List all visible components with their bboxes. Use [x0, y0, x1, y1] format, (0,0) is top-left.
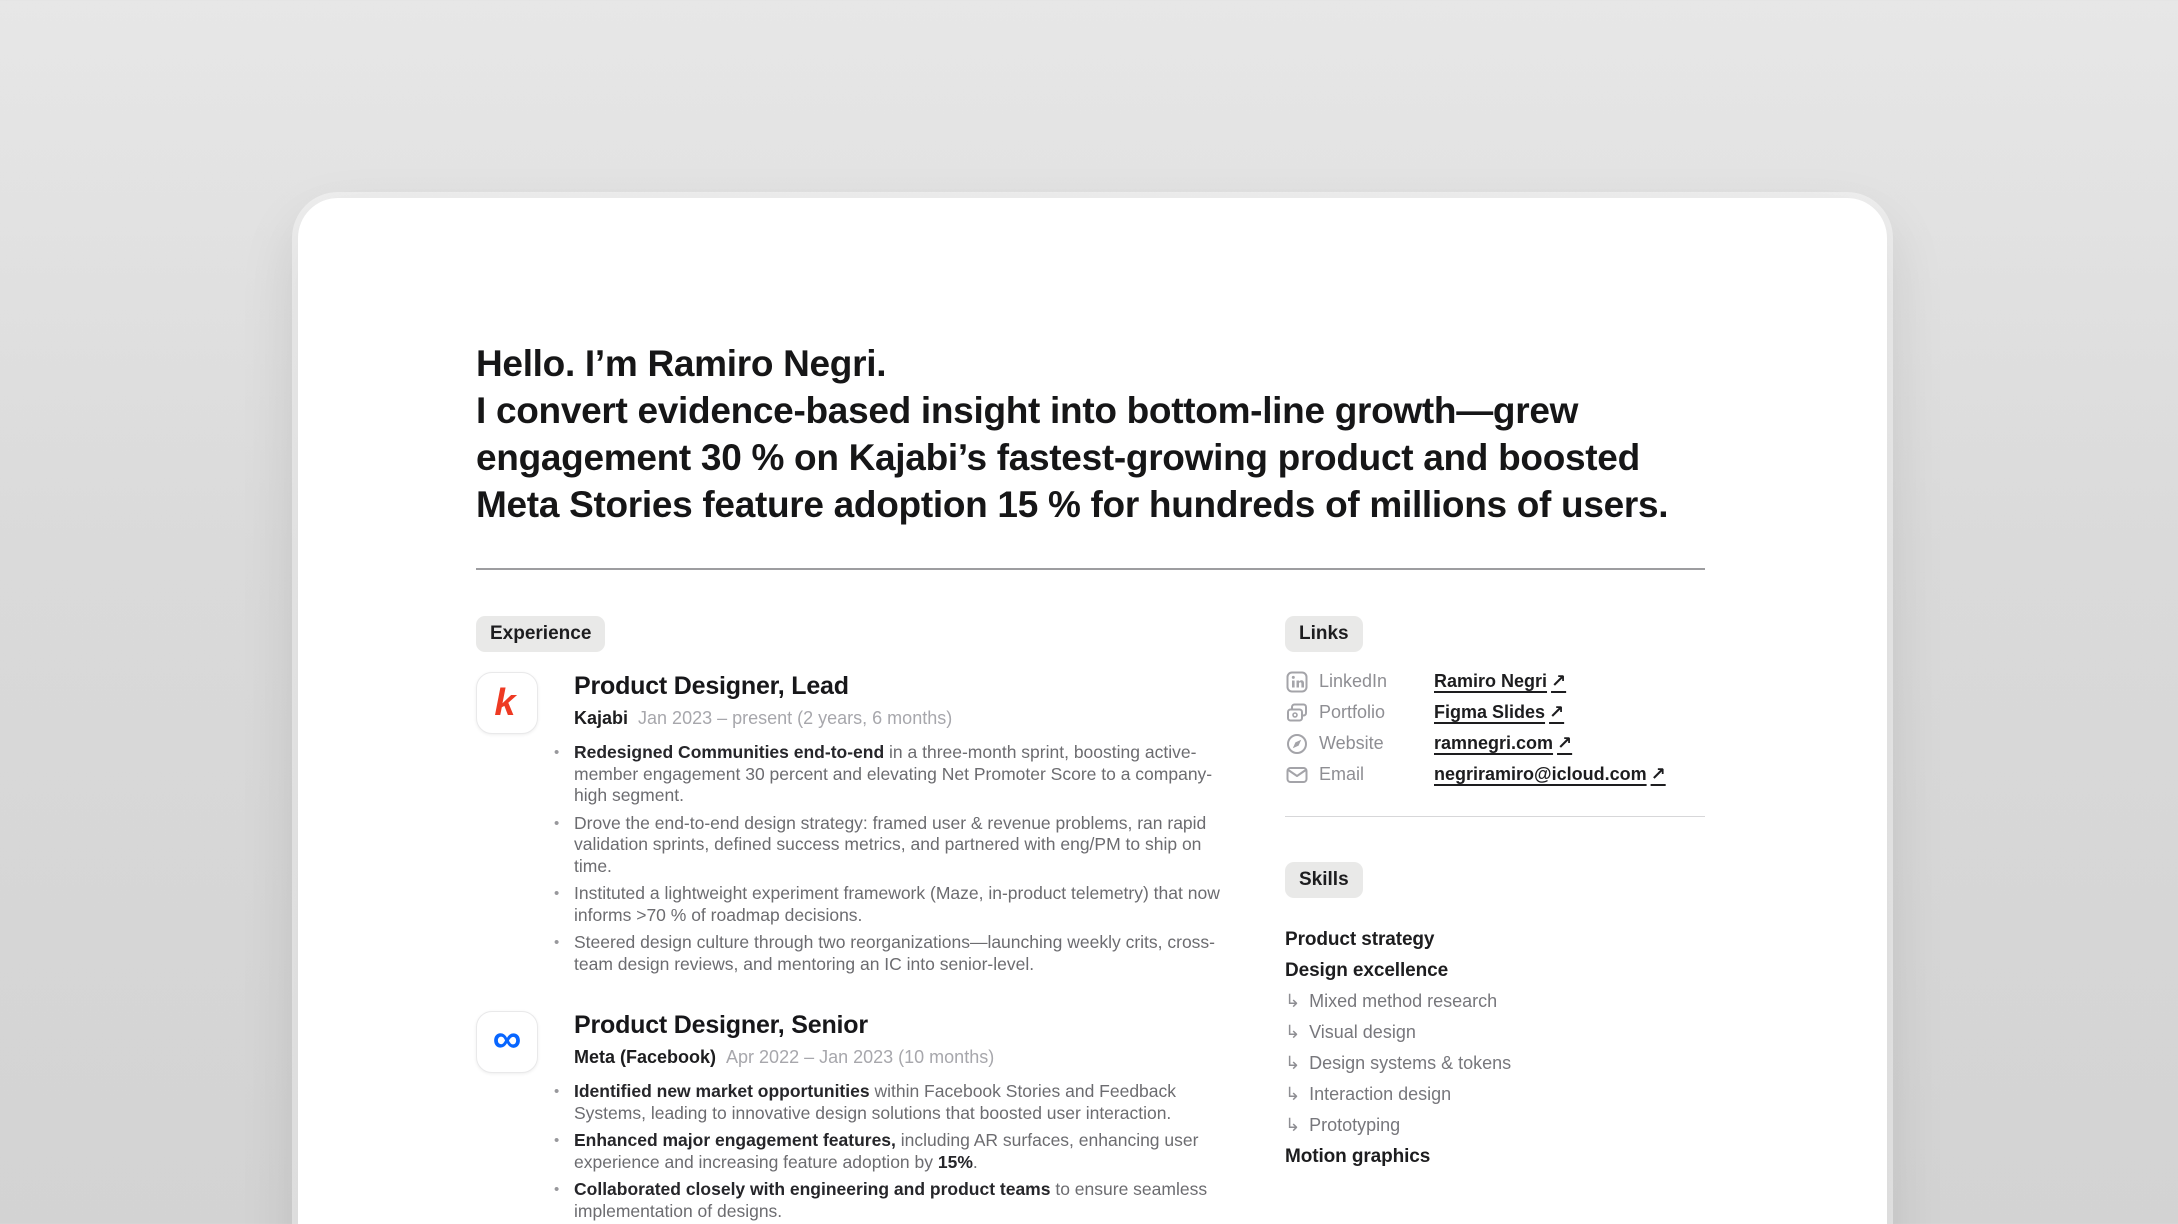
job-meta	[574, 1047, 1236, 1068]
email-icon	[1285, 763, 1309, 787]
skill-sub-item: ↳ Prototyping	[1285, 1115, 1401, 1135]
meta-logo-glyph: ∞	[492, 1017, 522, 1061]
experience-section-badge: Experience	[476, 616, 605, 652]
linkedin-icon	[1285, 670, 1309, 694]
skill-item: Motion graphics	[1285, 1145, 1431, 1167]
card-content	[298, 198, 1887, 1224]
website-icon	[1285, 732, 1309, 756]
link-row-portfolio	[1285, 697, 1705, 728]
job-bullet: • Enhanced major engagement features, including AR surfaces, enhancing user experience and increasing feature adoption by 15%.	[574, 1130, 1236, 1173]
job-details	[574, 672, 1236, 981]
skill-item: Product strategy	[1285, 928, 1435, 950]
external-arrow-icon: ↗	[1551, 671, 1567, 691]
link-label: Portfolio	[1319, 702, 1386, 722]
job-title: Product Designer, Lead	[574, 672, 849, 700]
headline-greeting: Hello. I’m Ramiro Negri.	[476, 343, 887, 384]
job-dates: Apr 2022 – Jan 2023 (10 months)	[726, 1047, 995, 1067]
external-arrow-icon: ↗	[1557, 733, 1573, 753]
linkedin-link[interactable]: Ramiro Negri ↗	[1434, 671, 1567, 691]
job-bullet: • Collaborated closely with engineering and product teams to ensure seamless implementation of designs.	[574, 1179, 1236, 1222]
skills-list	[1285, 924, 1705, 1172]
sub-arrow-icon: ↳	[1285, 1053, 1301, 1073]
header-divider	[476, 568, 1705, 570]
kajabi-logo-glyph: k	[494, 682, 516, 724]
skill-item: Design excellence	[1285, 959, 1449, 981]
links-table	[1285, 666, 1705, 790]
resume-card	[298, 198, 1887, 1224]
headline-pitch: I convert evidence-based insight into bottom-line growth—grew engagement 30 % on Kajabi’s fastest-growing product and boosted Meta Stories feature adoption 15 % for hundreds of millions of users.	[476, 390, 1669, 525]
job-company: Kajabi	[574, 708, 629, 728]
job-dates: Jan 2023 – present (2 years, 6 months)	[638, 708, 953, 728]
link-label: Email	[1319, 764, 1365, 784]
sub-arrow-icon: ↳	[1285, 1084, 1301, 1104]
job-bullet: • Identified new market opportunities within Facebook Stories and Feedback Systems, leading to innovative design solutions that boosted user interaction.	[574, 1081, 1236, 1124]
job-bullet: • Instituted a lightweight experiment framework (Maze, in-product telemetry) that now informs >70 % of roadmap decisions.	[574, 883, 1236, 926]
job-bullet: • Drove the end-to-end design strategy: framed user & revenue problems, ran rapid validation sprints, defined success metrics, and partnered with eng/PM to ship on time.	[574, 813, 1236, 878]
website-link[interactable]: ramnegri.com ↗	[1434, 733, 1573, 753]
job-meta	[574, 708, 1236, 729]
links-section-badge: Links	[1285, 616, 1363, 652]
link-row-website	[1285, 728, 1705, 759]
skill-sub-item: ↳ Visual design	[1285, 1022, 1416, 1042]
job-bullet: • Redesigned Communities end-to-end in a three-month sprint, boosting active-member engagement 30 percent and elevating Net Promoter Score to a company-high segment.	[574, 742, 1236, 807]
job-bullet-list	[574, 1081, 1236, 1222]
link-row-email	[1285, 759, 1705, 790]
job-entry-meta	[476, 1011, 1236, 1224]
email-link[interactable]: negriramiro@icloud.com ↗	[1434, 764, 1666, 784]
sidebar-column	[1285, 616, 1705, 1224]
job-bullet-list	[574, 742, 1236, 975]
job-company: Meta (Facebook)	[574, 1047, 717, 1067]
skill-sub-item: ↳ Interaction design	[1285, 1084, 1452, 1104]
sub-arrow-icon: ↳	[1285, 1115, 1301, 1135]
skill-sub-item: ↳ Mixed method research	[1285, 991, 1498, 1011]
headline	[476, 340, 1694, 528]
job-title: Product Designer, Senior	[574, 1011, 868, 1039]
portfolio-icon	[1285, 701, 1309, 725]
job-entry-kajabi	[476, 672, 1236, 981]
external-arrow-icon: ↗	[1650, 764, 1666, 784]
job-bullet: • Steered design culture through two reorganizations—launching weekly crits, cross-team design reviews, and mentoring an IC into senior-level.	[574, 932, 1236, 975]
skills-section	[1285, 862, 1705, 1172]
job-details	[574, 1011, 1236, 1224]
link-row-linkedin	[1285, 666, 1705, 697]
link-label: Website	[1319, 733, 1384, 753]
two-column-layout	[476, 616, 1705, 1224]
meta-logo	[476, 1011, 538, 1073]
skill-sub-item: ↳ Design systems & tokens	[1285, 1053, 1512, 1073]
sidebar-divider	[1285, 816, 1705, 817]
sub-arrow-icon: ↳	[1285, 991, 1301, 1011]
sub-arrow-icon: ↳	[1285, 1022, 1301, 1042]
experience-column	[476, 616, 1236, 1224]
external-arrow-icon: ↗	[1549, 702, 1565, 722]
portfolio-link[interactable]: Figma Slides ↗	[1434, 702, 1565, 722]
skills-section-badge: Skills	[1285, 862, 1363, 898]
kajabi-logo	[476, 672, 538, 734]
link-label: LinkedIn	[1319, 671, 1388, 691]
